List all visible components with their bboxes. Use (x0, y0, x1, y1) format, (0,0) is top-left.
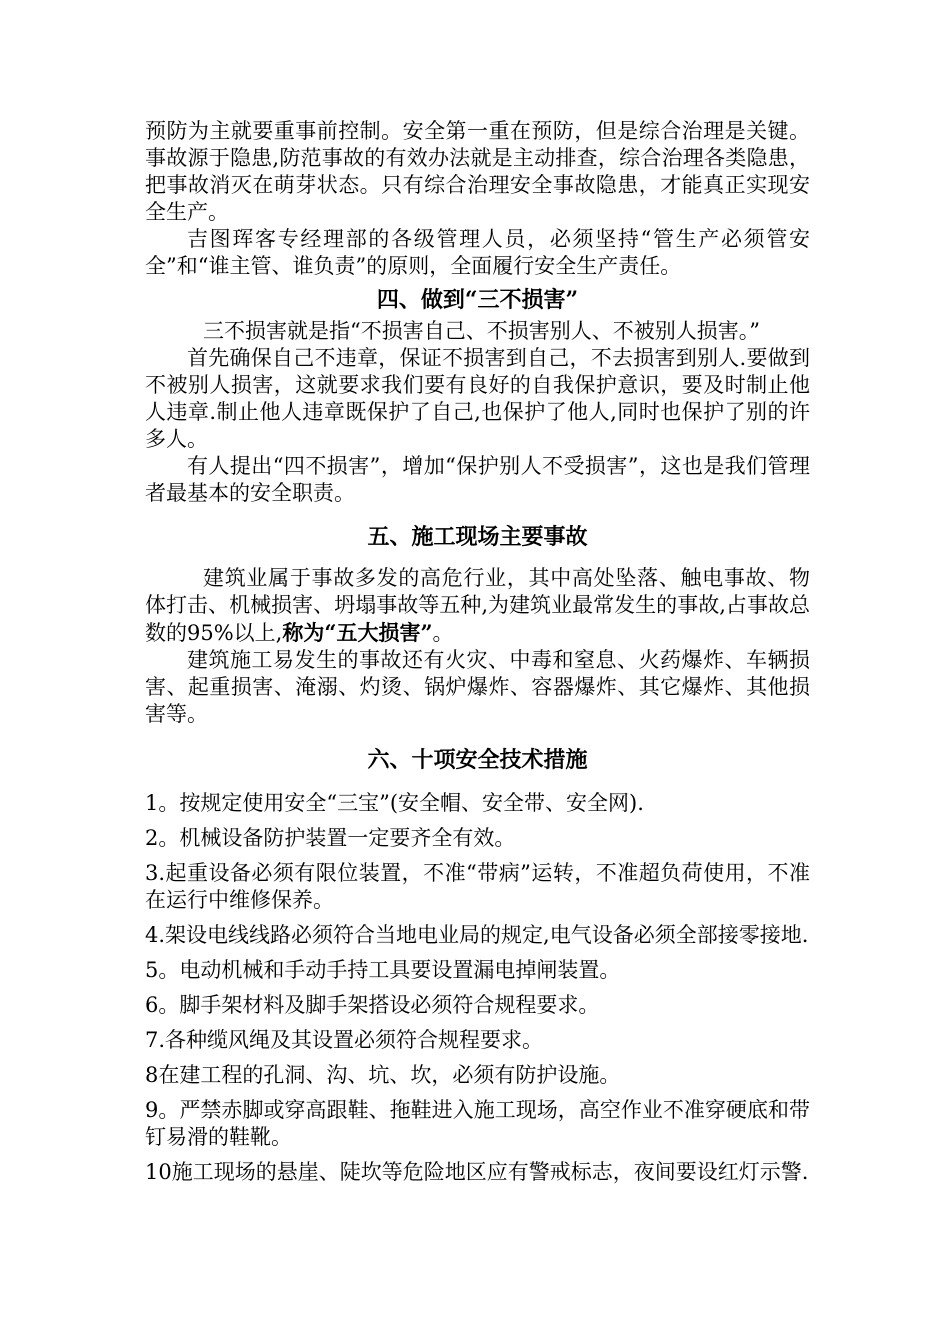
list-item: 3.起重设备必须有限位装置，不准“带病”运转，不准超负荷使用，不准在运行中维修保养。 (145, 861, 810, 912)
five-major-hazards-emphasis: 称为“五大损害” (282, 620, 433, 645)
list-item: 2。机械设备防护装置一定要齐全有效。 (145, 826, 516, 850)
intro-paragraph-1: 预防为主就要重事前控制。安全第一重在预防，但是综合治理是关键。事故源于隐患,防范事故的有效办法就是主动排查，综合治理各类隐患，把事故消灭在萌芽状态。只有综合治理安全事故隐患，才能真正实现安全生产。 (145, 119, 810, 224)
section-4-heading: 四、做到“三不损害” (376, 287, 579, 313)
list-item: 9。严禁赤脚或穿高跟鞋、拖鞋进入施工现场，高空作业不准穿硬底和带钉易滑的鞋靴。 (145, 1098, 810, 1149)
list-item: 5。电动机械和手动手持工具要设置漏电掉闸装置。 (145, 958, 621, 982)
section-5-paragraph-1 (145, 565, 810, 647)
list-item: 6。脚手架材料及脚手架搭设必须符合规程要求。 (145, 993, 600, 1017)
section-4-paragraph-2: 首先确保自己不违章，保证不损害到自己，不去损害到别人.要做到不被别人损害，这就要求我们要有良好的自我保护意识，要及时制止他人违章.制止他人违章既保护了自己,也保护了他人,同时也保护了别的许多人。 (145, 346, 810, 451)
list-item: 4.架设电线线路必须符合当地电业局的规定,电气设备必须全部接零接地. (145, 923, 809, 947)
section-4-paragraph-3: 有人提出“四不损害”，增加“保护别人不受损害”，这也是我们管理者最基本的安全职责。 (145, 454, 810, 505)
section-5-paragraph-2: 建筑施工易发生的事故还有火灾、中毒和窒息、火药爆炸、车辆损害、起重损害、淹溺、灼烫、锅炉爆炸、容器爆炸、其它爆炸、其他损害等。 (145, 648, 810, 726)
section-5-paragraph-1-text: 建筑业属于事故多发的高危行业，其中高处坠落、触电事故、物体打击、机械损害、坍塌事故等五种,为建筑业最常发生的事故,占事故总数的95%以上, (145, 566, 810, 645)
section-6-heading: 六、十项安全技术措施 (367, 747, 588, 773)
section-5-heading: 五、施工现场主要事故 (367, 524, 588, 550)
list-item: 7.各种缆风绳及其设置必须符合规程要求。 (145, 1028, 544, 1052)
section-4-paragraph-1: 三不损害就是指“不损害自己、不损害别人、不被别人损害。” (203, 319, 760, 343)
section-5-paragraph-1-end: 。 (432, 621, 454, 645)
list-item: 10施工现场的悬崖、陡坎等危险地区应有警戒标志，夜间要设红灯示警. (145, 1160, 809, 1184)
intro-paragraph-2: 吉图珲客专经理部的各级管理人员，必须坚持“管生产必须管安全”和“谁主管、谁负责”的原则，全面履行安全生产责任。 (145, 227, 810, 278)
document-page (145, 118, 810, 1194)
list-item: 8在建工程的孔洞、沟、坑、坎，必须有防护设施。 (145, 1063, 621, 1087)
list-item: 1。按规定使用安全“三宝”(安全帽、安全带、安全网). (145, 791, 644, 815)
safety-measures-list (145, 790, 810, 1186)
